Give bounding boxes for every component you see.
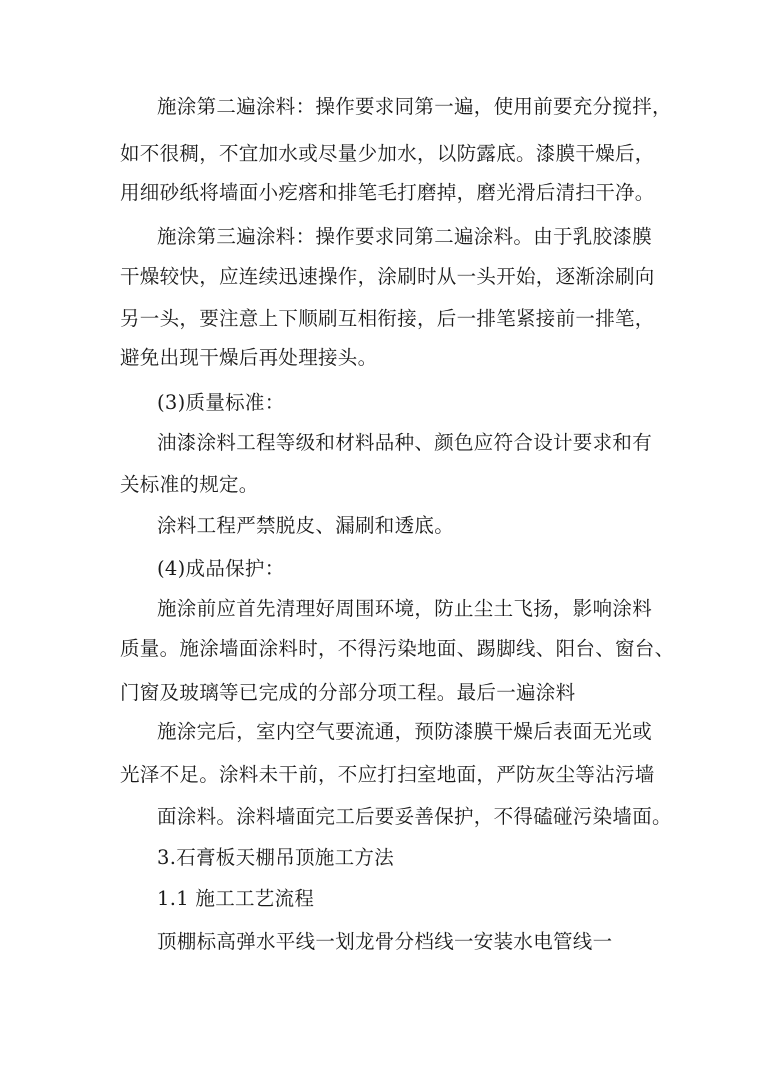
section-heading-gypsum-ceiling: 3.石膏板天棚吊顶施工方法 [157, 846, 395, 869]
text-line: 如不很稠，不宜加水或尽量少加水，以防露底。漆膜干燥后， [120, 142, 655, 165]
text-line: 避免出现干燥后再处理接头。 [120, 346, 378, 369]
text-line: 门窗及玻璃等已完成的分部分项工程。最后一遍涂料 [120, 681, 576, 704]
text-line: 质量。施涂墙面涂料时，不得污染地面、踢脚线、阳台、窗台、 [120, 637, 675, 660]
text-line: 干燥较快，应连续迅速操作，涂刷时从一头开始，逐渐涂刷向 [120, 265, 655, 288]
section-heading-product-protection: (4)成品保护： [157, 557, 285, 580]
text-line: 光泽不足。涂料未干前，不应打扫室地面，严防灰尘等沾污墙 [120, 763, 655, 786]
section-heading-quality-standard: (3)质量标准： [157, 391, 285, 414]
text-line: 油漆涂料工程等级和材料品种、颜色应符合设计要求和有 [157, 431, 653, 454]
text-line: 涂料工程严禁脱皮、漏刷和透底。 [157, 514, 455, 537]
text-line: 用细砂纸将墙面小疙瘩和排笔毛打磨掉，磨光滑后清扫干净。 [120, 181, 655, 204]
text-line: 施涂完后，室内空气要流通，预防漆膜干燥后表面无光或 [157, 720, 653, 743]
text-line: 施涂第二遍涂料：操作要求同第一遍，使用前要充分搅拌， [157, 95, 672, 118]
text-line: 施涂前应首先清理好周围环境，防止尘土飞扬，影响涂料 [157, 597, 653, 620]
subsection-heading-process-flow: 1.1 施工工艺流程 [157, 887, 315, 910]
text-line: 顶棚标高弹水平线一划龙骨分档线一安装水电管线一 [157, 930, 613, 953]
text-line: 面涂料。涂料墙面完工后要妥善保护，不得磕碰污染墙面。 [157, 805, 672, 828]
text-line: 施涂第三遍涂料：操作要求同第二遍涂料。由于乳胶漆膜 [157, 225, 653, 248]
text-line: 关标准的规定。 [120, 473, 259, 496]
text-line: 另一头，要注意上下顺刷互相衔接，后一排笔紧接前一排笔， [120, 307, 655, 330]
